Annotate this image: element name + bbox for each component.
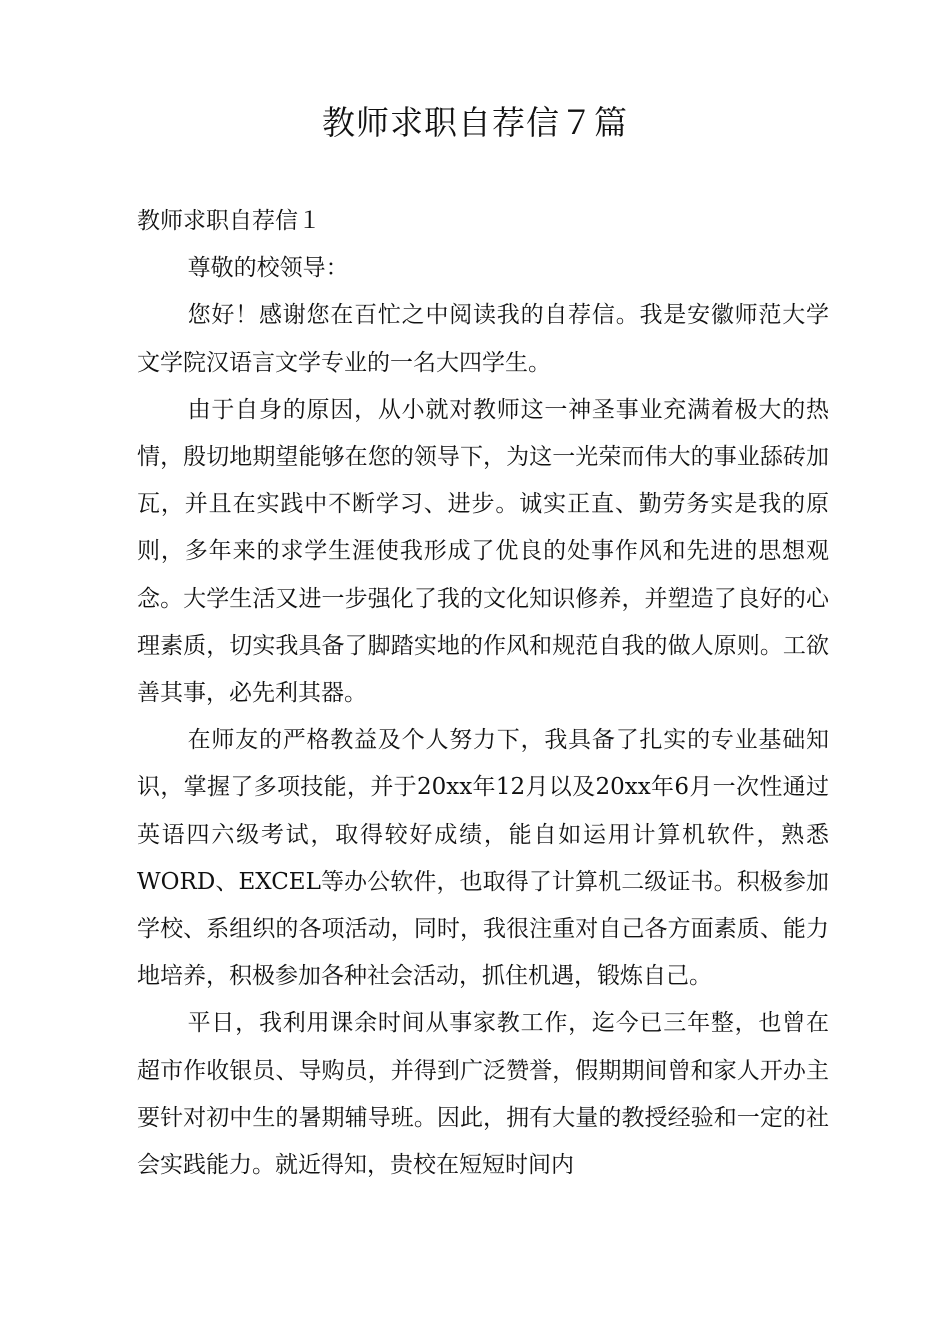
paragraph-skills: 在师友的严格教益及个人努力下，我具备了扎实的专业基础知识，掌握了多项技能，并于20xx年12月以及20xx年6月一次性通过英语四六级考试，取得较好成绩，能自如运用计算机软件，熟悉WORD、EXCEL等办公软件，也取得了计算机二级证书。积极参加学校、系组织的各项活动，同时，我很注重对自己各方面素质、能力地培养，积极参加各种社会活动，抓住机遇，锻炼自己。 (137, 727, 829, 990)
section-heading: 教师求职自荐信１ (137, 208, 321, 234)
document-title: 教师求职自荐信７篇 (322, 103, 628, 142)
paragraph-experience: 平日，我利用课余时间从事家教工作，迄今已三年整，也曾在超市作收银员、导购员，并得到广泛赞誉，假期期间曾和家人开办主要针对初中生的暑期辅导班。因此，拥有大量的教授经验和一定的社会实践能力。就近得知，贵校在短短时间内 (137, 1010, 829, 1179)
paragraph-greeting: 您好！感谢您在百忙之中阅读我的自荐信。我是安徽师范大学文学院汉语言文学专业的一名大四学生。 (137, 302, 829, 376)
salutation: 尊敬的校领导： (187, 255, 349, 282)
paragraph-motivation: 由于自身的原因，从小就对教师这一神圣事业充满着极大的热情，殷切地期望能够在您的领导下，为这一光荣而伟大的事业舔砖加瓦，并且在实践中不断学习、进步。诚实正直、勤劳务实是我的原则，多年来的求学生涯使我形成了优良的处事作风和先进的思想观念。大学生活又进一步强化了我的文化知识修养，并塑造了良好的心理素质，切实我具备了脚踏实地的作风和规范自我的做人原则。工欲善其事，必先利其器。 (137, 396, 829, 707)
document-body (137, 198, 829, 1189)
